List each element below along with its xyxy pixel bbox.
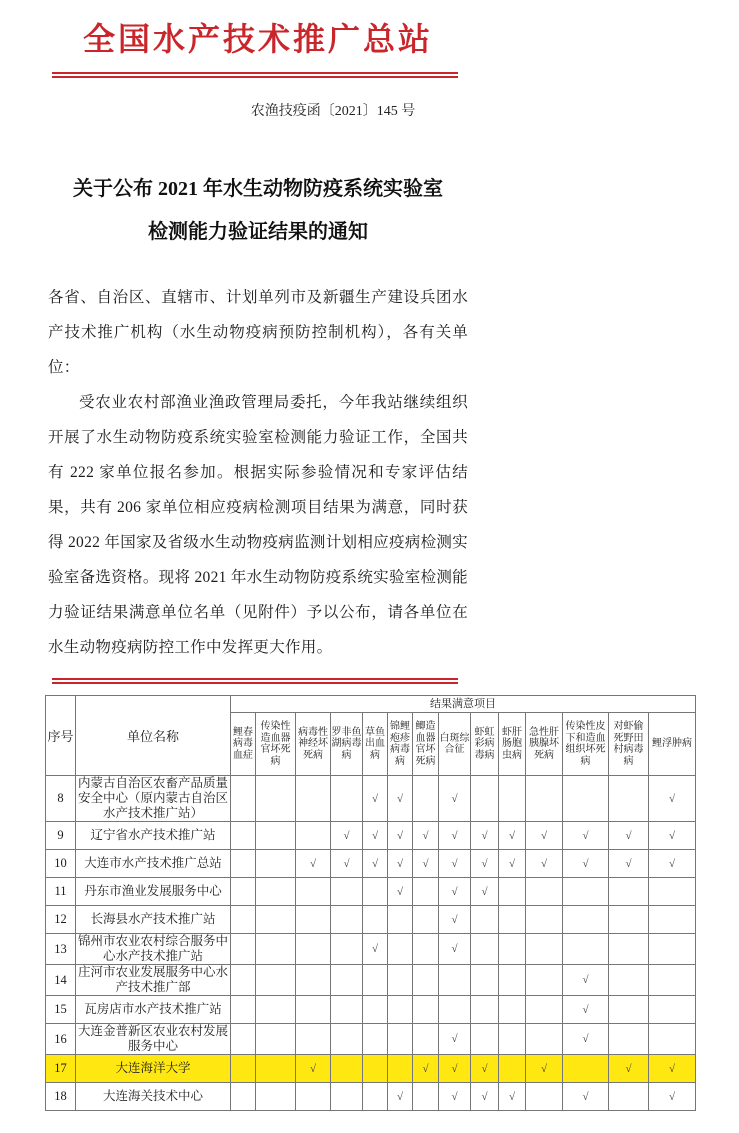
empty-cell <box>388 996 413 1024</box>
check-mark-cell: √ <box>563 1024 609 1055</box>
empty-cell <box>563 776 609 822</box>
empty-cell <box>649 965 696 996</box>
check-mark-cell: √ <box>609 1055 649 1083</box>
empty-cell <box>499 1055 526 1083</box>
notice-title-line1: 关于公布 2021 年水生动物防疫系统实验室 <box>73 178 443 200</box>
empty-cell <box>231 934 256 965</box>
empty-cell <box>499 906 526 934</box>
seq-cell: 13 <box>46 934 76 965</box>
check-mark-cell: √ <box>471 822 499 850</box>
empty-cell <box>649 906 696 934</box>
table-row <box>46 906 696 934</box>
empty-cell <box>256 965 296 996</box>
check-mark-cell: √ <box>388 878 413 906</box>
empty-cell <box>649 878 696 906</box>
unit-name-cell: 长海县水产技术推广站 <box>76 906 231 934</box>
empty-cell <box>331 965 363 996</box>
table-row <box>46 996 696 1024</box>
empty-cell <box>296 1083 331 1111</box>
unit-name-cell: 大连金普新区农业农村发展服务中心 <box>76 1024 231 1055</box>
empty-cell <box>471 776 499 822</box>
table-row <box>46 878 696 906</box>
unit-name-cell: 内蒙古自治区农畜产品质量安全中心（原内蒙古自治区水产技术推广站） <box>76 776 231 822</box>
empty-cell <box>296 996 331 1024</box>
unit-name-cell: 大连市水产技术推广总站 <box>76 850 231 878</box>
check-mark-cell: √ <box>526 850 563 878</box>
col-header-disease: 传染性皮下和造血组织坏死病 <box>563 713 609 776</box>
empty-cell <box>471 934 499 965</box>
check-mark-cell: √ <box>296 850 331 878</box>
check-mark-cell: √ <box>609 850 649 878</box>
empty-cell <box>609 965 649 996</box>
table-row <box>46 1083 696 1111</box>
check-mark-cell: √ <box>499 1083 526 1111</box>
empty-cell <box>499 996 526 1024</box>
empty-cell <box>231 996 256 1024</box>
check-mark-cell: √ <box>388 850 413 878</box>
check-mark-cell: √ <box>563 965 609 996</box>
empty-cell <box>363 1055 388 1083</box>
empty-cell <box>363 906 388 934</box>
empty-cell <box>471 1024 499 1055</box>
check-mark-cell: √ <box>526 1055 563 1083</box>
empty-cell <box>499 965 526 996</box>
empty-cell <box>331 1055 363 1083</box>
empty-cell <box>499 1024 526 1055</box>
empty-cell <box>563 878 609 906</box>
empty-cell <box>363 1024 388 1055</box>
check-mark-cell: √ <box>526 822 563 850</box>
empty-cell <box>231 1083 256 1111</box>
col-header-disease: 虾虹彩病毒病 <box>471 713 499 776</box>
results-table <box>45 695 696 1111</box>
empty-cell <box>388 1024 413 1055</box>
empty-cell <box>231 776 256 822</box>
empty-cell <box>649 1024 696 1055</box>
col-header-disease: 病毒性神经坏死病 <box>296 713 331 776</box>
unit-name-cell: 辽宁省水产技术推广站 <box>76 822 231 850</box>
empty-cell <box>331 1024 363 1055</box>
empty-cell <box>363 996 388 1024</box>
empty-cell <box>413 906 439 934</box>
table-row <box>46 965 696 996</box>
table-row <box>46 1024 696 1055</box>
check-mark-cell: √ <box>363 934 388 965</box>
seq-cell: 14 <box>46 965 76 996</box>
empty-cell <box>413 965 439 996</box>
unit-name-cell: 大连海洋大学 <box>76 1055 231 1083</box>
table-row <box>46 850 696 878</box>
check-mark-cell: √ <box>649 776 696 822</box>
col-header-group: 结果满意项目 <box>231 696 696 713</box>
empty-cell <box>526 1024 563 1055</box>
check-mark-cell: √ <box>439 878 471 906</box>
empty-cell <box>256 1083 296 1111</box>
empty-cell <box>499 934 526 965</box>
org-title: 全国水产技术推广总站 <box>82 21 433 57</box>
seq-cell: 17 <box>46 1055 76 1083</box>
seq-cell: 18 <box>46 1083 76 1111</box>
empty-cell <box>499 878 526 906</box>
empty-cell <box>231 906 256 934</box>
check-mark-cell: √ <box>331 822 363 850</box>
empty-cell <box>439 996 471 1024</box>
empty-cell <box>471 965 499 996</box>
check-mark-cell: √ <box>439 1024 471 1055</box>
col-header-disease: 鲤春病毒血症 <box>231 713 256 776</box>
col-header-seq: 序号 <box>46 696 76 776</box>
empty-cell <box>609 906 649 934</box>
seq-cell: 12 <box>46 906 76 934</box>
empty-cell <box>526 1083 563 1111</box>
empty-cell <box>256 934 296 965</box>
col-header-disease: 鲤浮肿病 <box>649 713 696 776</box>
check-mark-cell: √ <box>439 934 471 965</box>
check-mark-cell: √ <box>439 1055 471 1083</box>
empty-cell <box>388 965 413 996</box>
salutation-paragraph: 各省、自治区、直辖市、计划单列市及新疆生产建设兵团水产技术推广机构（水生动物疫病预防控制机构），各有关单位： <box>48 289 468 376</box>
empty-cell <box>296 1024 331 1055</box>
table-row <box>46 776 696 822</box>
col-header-disease: 对虾偷死野田村病毒病 <box>609 713 649 776</box>
check-mark-cell: √ <box>413 1055 439 1083</box>
body-paragraph: 受农业农村部渔业渔政管理局委托，今年我站继续组织开展了水生动物防疫系统实验室检测能力验证工作，全国共有 222 家单位报名参加。根据实际参验情况和专家评估结果，共有 206 家单位相应疫病检测项目结果为满意，同时获得 2022 年国家及省级水生动物疫病监测计划相应疫病检测实验室备选资格。现将 2021 年水生动物防疫系统实验室检测能力验证结果满意单位名单（见附件）予以公布，请各单位在水生动物疫病防控工作中发挥更大作用。 <box>48 394 468 656</box>
check-mark-cell: √ <box>363 850 388 878</box>
empty-cell <box>563 934 609 965</box>
seq-cell: 9 <box>46 822 76 850</box>
seq-cell: 15 <box>46 996 76 1024</box>
table-row <box>46 934 696 965</box>
check-mark-cell: √ <box>413 850 439 878</box>
empty-cell <box>296 776 331 822</box>
empty-cell <box>331 1083 363 1111</box>
unit-name-cell: 大连海关技术中心 <box>76 1083 231 1111</box>
empty-cell <box>331 776 363 822</box>
empty-cell <box>388 1055 413 1083</box>
check-mark-cell: √ <box>413 822 439 850</box>
empty-cell <box>363 1083 388 1111</box>
table-row <box>46 1055 696 1083</box>
check-mark-cell: √ <box>296 1055 331 1083</box>
results-table-body <box>46 776 696 1111</box>
col-header-disease: 急性肝胰腺坏死病 <box>526 713 563 776</box>
empty-cell <box>231 878 256 906</box>
empty-cell <box>363 965 388 996</box>
col-header-disease: 锦鲤疱疹病毒病 <box>388 713 413 776</box>
empty-cell <box>609 776 649 822</box>
empty-cell <box>609 996 649 1024</box>
empty-cell <box>526 996 563 1024</box>
check-mark-cell: √ <box>471 1083 499 1111</box>
empty-cell <box>526 906 563 934</box>
check-mark-cell: √ <box>439 906 471 934</box>
empty-cell <box>609 934 649 965</box>
empty-cell <box>439 965 471 996</box>
empty-cell <box>471 906 499 934</box>
check-mark-cell: √ <box>471 878 499 906</box>
check-mark-cell: √ <box>563 822 609 850</box>
empty-cell <box>526 878 563 906</box>
empty-cell <box>256 776 296 822</box>
unit-name-cell: 庄河市农业发展服务中心水产技术推广部 <box>76 965 231 996</box>
empty-cell <box>413 996 439 1024</box>
check-mark-cell: √ <box>331 850 363 878</box>
check-mark-cell: √ <box>439 1083 471 1111</box>
unit-name-cell: 锦州市农业农村综合服务中心水产技术推广站 <box>76 934 231 965</box>
empty-cell <box>231 1055 256 1083</box>
check-mark-cell: √ <box>499 850 526 878</box>
seq-cell: 11 <box>46 878 76 906</box>
col-header-unit: 单位名称 <box>76 696 231 776</box>
empty-cell <box>563 906 609 934</box>
red-divider-bottom <box>52 678 458 684</box>
col-header-disease: 罗非鱼湖病毒病 <box>331 713 363 776</box>
check-mark-cell: √ <box>499 822 526 850</box>
empty-cell <box>256 822 296 850</box>
col-header-disease: 草鱼出血病 <box>363 713 388 776</box>
check-mark-cell: √ <box>363 776 388 822</box>
empty-cell <box>256 1024 296 1055</box>
check-mark-cell: √ <box>563 1083 609 1111</box>
empty-cell <box>296 822 331 850</box>
doc-content-column <box>48 0 468 684</box>
empty-cell <box>563 1055 609 1083</box>
col-header-disease: 鲫造血器官坏死病 <box>413 713 439 776</box>
empty-cell <box>231 822 256 850</box>
check-mark-cell: √ <box>471 850 499 878</box>
table-header-row-top <box>46 696 696 713</box>
col-header-disease: 虾肝肠胞虫病 <box>499 713 526 776</box>
check-mark-cell: √ <box>363 822 388 850</box>
empty-cell <box>649 934 696 965</box>
results-table-wrap <box>45 695 696 1111</box>
seq-cell: 10 <box>46 850 76 878</box>
empty-cell <box>231 850 256 878</box>
check-mark-cell: √ <box>439 850 471 878</box>
notice-title <box>48 168 468 254</box>
empty-cell <box>609 878 649 906</box>
table-row <box>46 822 696 850</box>
empty-cell <box>609 1083 649 1111</box>
empty-cell <box>413 1024 439 1055</box>
empty-cell <box>296 906 331 934</box>
check-mark-cell: √ <box>563 996 609 1024</box>
check-mark-cell: √ <box>649 822 696 850</box>
empty-cell <box>231 965 256 996</box>
check-mark-cell: √ <box>649 1055 696 1083</box>
seq-cell: 8 <box>46 776 76 822</box>
check-mark-cell: √ <box>471 1055 499 1083</box>
empty-cell <box>331 878 363 906</box>
doc-number: 农渔技疫函〔2021〕145 号 <box>250 104 416 119</box>
empty-cell <box>363 878 388 906</box>
check-mark-cell: √ <box>439 776 471 822</box>
empty-cell <box>649 996 696 1024</box>
check-mark-cell: √ <box>563 850 609 878</box>
empty-cell <box>388 906 413 934</box>
empty-cell <box>331 996 363 1024</box>
check-mark-cell: √ <box>388 1083 413 1111</box>
check-mark-cell: √ <box>649 850 696 878</box>
empty-cell <box>256 878 296 906</box>
empty-cell <box>296 934 331 965</box>
check-mark-cell: √ <box>388 822 413 850</box>
empty-cell <box>256 996 296 1024</box>
empty-cell <box>296 878 331 906</box>
empty-cell <box>296 965 331 996</box>
check-mark-cell: √ <box>649 1083 696 1111</box>
empty-cell <box>231 1024 256 1055</box>
empty-cell <box>413 878 439 906</box>
seq-cell: 16 <box>46 1024 76 1055</box>
unit-name-cell: 丹东市渔业发展服务中心 <box>76 878 231 906</box>
results-table-head <box>46 696 696 776</box>
empty-cell <box>526 776 563 822</box>
empty-cell <box>413 776 439 822</box>
empty-cell <box>413 1083 439 1111</box>
empty-cell <box>526 934 563 965</box>
empty-cell <box>413 934 439 965</box>
check-mark-cell: √ <box>388 776 413 822</box>
col-header-disease: 白斑综合征 <box>439 713 471 776</box>
notice-title-line2: 检测能力验证结果的通知 <box>148 221 368 243</box>
empty-cell <box>331 934 363 965</box>
empty-cell <box>609 1024 649 1055</box>
check-mark-cell: √ <box>609 822 649 850</box>
empty-cell <box>331 906 363 934</box>
unit-name-cell: 瓦房店市水产技术推广站 <box>76 996 231 1024</box>
empty-cell <box>256 850 296 878</box>
empty-cell <box>256 906 296 934</box>
col-header-disease: 传染性造血器官坏死病 <box>256 713 296 776</box>
empty-cell <box>388 934 413 965</box>
empty-cell <box>499 776 526 822</box>
empty-cell <box>256 1055 296 1083</box>
red-divider-top <box>52 72 458 78</box>
empty-cell <box>526 965 563 996</box>
check-mark-cell: √ <box>439 822 471 850</box>
empty-cell <box>471 996 499 1024</box>
